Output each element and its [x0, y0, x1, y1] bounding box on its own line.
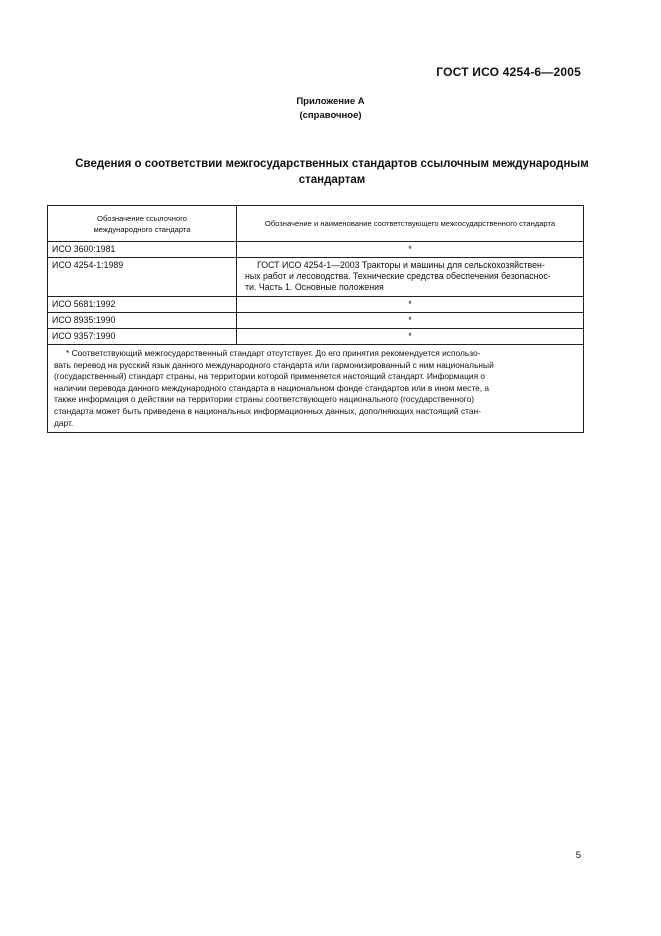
header-interstate-standard: Обозначение и наименование соответствующего межгосударственного стандарта: [237, 206, 584, 242]
document-code: ГОСТ ИСО 4254-6—2005: [436, 65, 581, 79]
value-cell: *: [237, 313, 584, 329]
title-line-1: Сведения о соответствии межгосударственных стандартов ссылочным международным: [75, 158, 589, 170]
ref-cell: ИСО 4254-1:1989: [48, 258, 237, 297]
header-ref-standard: [48, 206, 237, 242]
footnote: [48, 345, 584, 433]
footnote-line: дарт.: [54, 417, 74, 428]
ref-cell: ИСО 9357:1990: [48, 329, 237, 345]
header-ref-line-1: Обозначение ссылочного: [97, 213, 187, 223]
footnote-line: * Соответствующий межгосударственный стандарт отсутствует. До его принятия рекомендуется использо-: [66, 348, 481, 358]
title-line-2: стандартам: [298, 174, 366, 186]
value-line: ти. Часть 1. Основные положения: [245, 282, 384, 292]
ref-cell: ИСО 8935:1990: [48, 313, 237, 329]
value-line: ных работ и лесоводства. Технические средства обеспечения безопаснос-: [245, 271, 551, 281]
ref-cell: ИСО 5681:1992: [48, 297, 237, 313]
table-row: [48, 258, 584, 297]
standards-table: [47, 205, 584, 433]
page-title: [48, 156, 616, 188]
table-row: [48, 313, 584, 329]
table-row: [48, 297, 584, 313]
footnote-line: также информация о действии на территории страны соответствующего национального (государственного): [54, 394, 475, 405]
appendix-heading: [0, 95, 661, 123]
appendix-label: Приложение А: [296, 96, 365, 107]
value-cell: *: [237, 242, 584, 258]
value-cell: *: [237, 329, 584, 345]
footnote-line: (государственный) стандарт страны, на территории которой применяется настоящий стандарт. Информация о: [54, 371, 486, 382]
value-cell: *: [237, 297, 584, 313]
value-cell: [237, 258, 584, 297]
table-footnote-row: [48, 345, 584, 433]
table-header-row: [48, 206, 584, 242]
ref-cell: ИСО 3600:1981: [48, 242, 237, 258]
footnote-line: стандарта может быть приведена в национальных информационных данных, дополняющих настоящий стан-: [54, 405, 481, 416]
table-row: [48, 329, 584, 345]
page-number: 5: [575, 850, 581, 861]
header-ref-line-2: международного стандарта: [93, 224, 191, 234]
footnote-line: вать перевод на русский язык данного международного стандарта или гармонизированный с ним национальный: [54, 359, 494, 370]
table-row: [48, 242, 584, 258]
footnote-line: наличии перевода данного международного стандарта в национальном фонде стандартов или в ином месте, а: [54, 382, 490, 393]
value-line: ГОСТ ИСО 4254-1—2003 Тракторы и машины для сельскохозяйствен-: [257, 260, 545, 270]
appendix-kind: (справочное): [299, 110, 362, 121]
